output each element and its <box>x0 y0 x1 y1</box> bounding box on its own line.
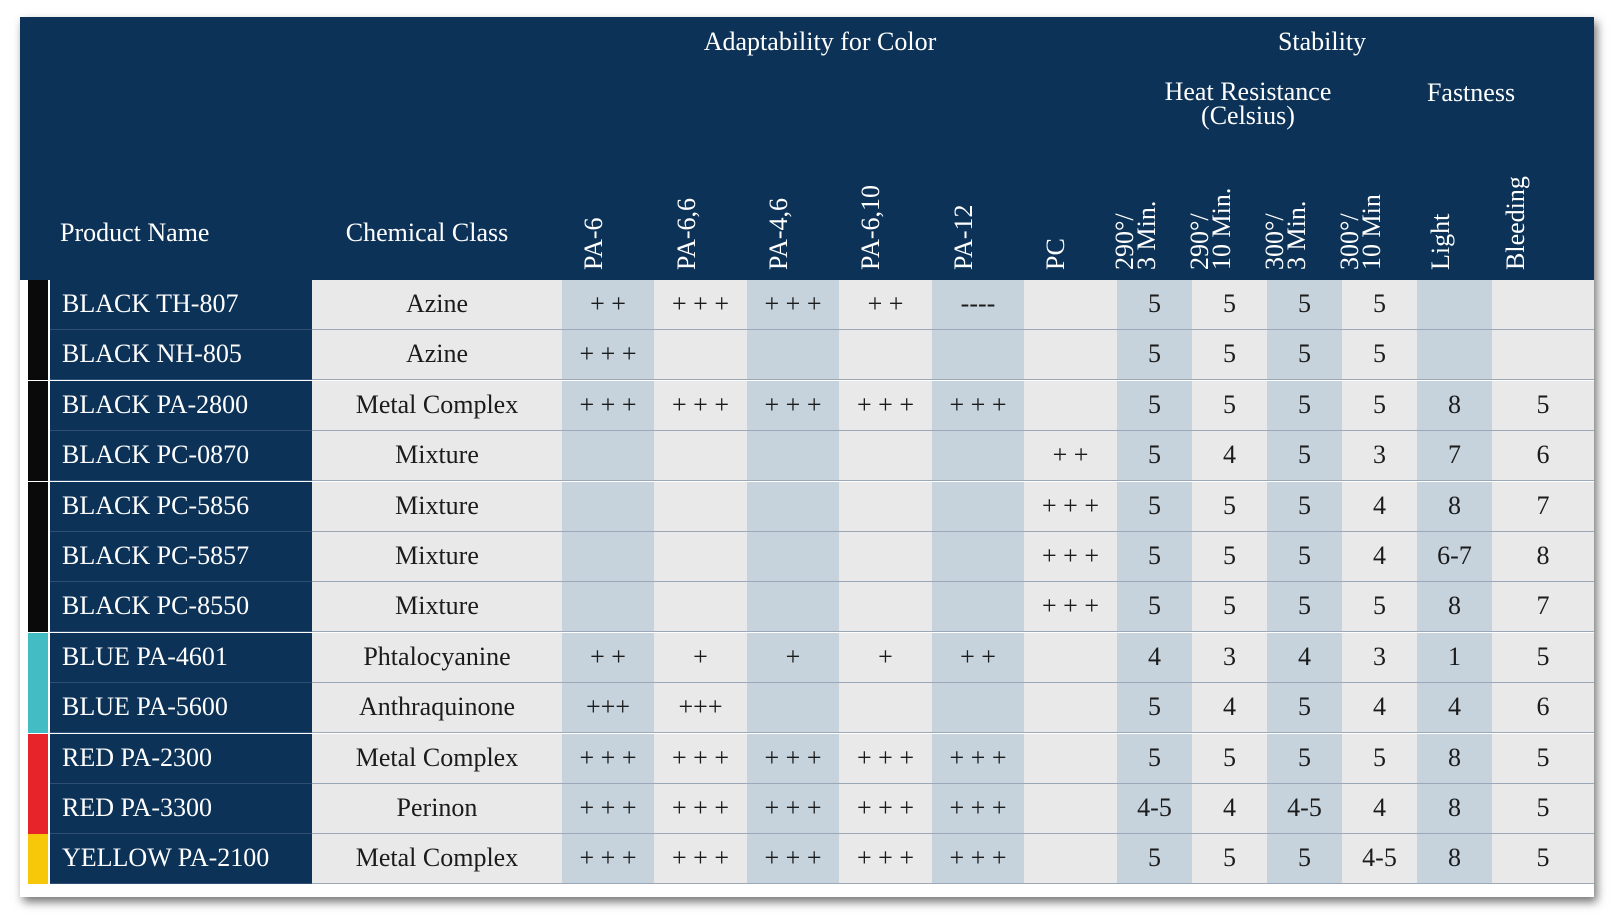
table-header <box>20 17 1594 280</box>
pa12-cell <box>932 532 1024 581</box>
heat-300-10min-cell: 5 <box>1342 582 1417 631</box>
column-header-light <box>1406 135 1466 270</box>
product-name-cell: BLACK NH-805 <box>50 330 338 379</box>
product-name-cell: BLACK PC-0870 <box>50 431 338 480</box>
pa46-cell: + + + <box>747 280 839 329</box>
heat-290-3min-cell: 5 <box>1117 734 1192 783</box>
light-fastness-cell: 1 <box>1417 633 1492 682</box>
pa12-cell: + + + <box>932 834 1024 883</box>
pa66-cell <box>654 582 747 631</box>
product-name-cell: BLACK PC-5856 <box>50 482 338 531</box>
column-header-pa46 <box>744 135 804 270</box>
bleeding-fastness-cell: 5 <box>1492 834 1594 883</box>
heat-300-10min-cell: 4 <box>1342 683 1417 732</box>
pa46-cell: + <box>747 633 839 682</box>
heat-300-10min-cell: 4 <box>1342 482 1417 531</box>
pa46-cell <box>747 482 839 531</box>
pa66-cell: + + + <box>654 381 747 430</box>
color-swatch <box>28 431 48 481</box>
light-fastness-cell <box>1417 330 1492 379</box>
bleeding-fastness-cell: 8 <box>1492 532 1594 581</box>
pa66-cell: +++ <box>654 683 747 732</box>
column-header-bleeding-label: Bleeding <box>1501 176 1530 270</box>
product-name-cell: YELLOW PA-2100 <box>50 834 338 883</box>
pa46-cell <box>747 330 839 379</box>
light-fastness-cell <box>1417 280 1492 329</box>
heat-290-3min-cell: 4-5 <box>1117 784 1192 833</box>
chemical-class-cell: Azine <box>312 280 562 329</box>
bleeding-fastness-cell <box>1492 330 1594 379</box>
chemical-class-cell: Mixture <box>312 482 562 531</box>
pa12-cell: + + + <box>932 784 1024 833</box>
pa6-cell: + + + <box>562 734 654 783</box>
pa66-cell: + + + <box>654 784 747 833</box>
table-row <box>20 330 1594 380</box>
pa610-cell <box>839 532 932 581</box>
pa66-cell: + + + <box>654 834 747 883</box>
pa6-cell: + + + <box>562 834 654 883</box>
light-fastness-cell: 8 <box>1417 734 1492 783</box>
pa610-cell <box>839 482 932 531</box>
heat-300-3min-cell: 5 <box>1267 734 1342 783</box>
pc-cell <box>1024 834 1117 883</box>
column-header-290-10min <box>1179 135 1239 270</box>
column-header-pa6 <box>559 135 619 270</box>
pa6-cell: +++ <box>562 683 654 732</box>
pa610-cell: + + + <box>839 834 932 883</box>
product-name-cell: BLACK PA-2800 <box>50 381 338 430</box>
heat-300-3min-cell: 5 <box>1267 330 1342 379</box>
bleeding-fastness-cell: 7 <box>1492 582 1594 631</box>
column-header-290-3min-label: 290°/ 3 Min. <box>1110 200 1161 270</box>
heat-300-10min-cell: 3 <box>1342 633 1417 682</box>
pa12-cell <box>932 683 1024 732</box>
column-header-300-10min <box>1329 135 1389 270</box>
column-header-light-label: Light <box>1426 213 1455 270</box>
pa610-cell: + + + <box>839 734 932 783</box>
product-name-cell: BLACK TH-807 <box>50 280 338 329</box>
column-header-chemical-class: Chemical Class <box>345 218 509 247</box>
chemical-class-cell: Mixture <box>312 532 562 581</box>
heat-290-10min-cell: 5 <box>1192 330 1267 379</box>
column-header-pa46-label: PA-4,6 <box>764 197 793 270</box>
pa46-cell: + + + <box>747 734 839 783</box>
color-swatch <box>28 330 48 380</box>
heat-300-10min-cell: 5 <box>1342 734 1417 783</box>
pa46-cell <box>747 532 839 581</box>
pa12-cell: ---- <box>932 280 1024 329</box>
color-swatch <box>28 532 48 582</box>
color-swatch <box>28 784 48 834</box>
column-header-300-10min-label: 300°/ 10 Min <box>1335 194 1386 270</box>
column-header-300-3min <box>1254 135 1314 270</box>
heat-300-3min-cell: 5 <box>1267 532 1342 581</box>
pa12-cell: + + <box>932 633 1024 682</box>
heat-300-3min-cell: 4 <box>1267 633 1342 682</box>
product-name-cell: BLACK PC-8550 <box>50 582 338 631</box>
heat-290-3min-cell: 5 <box>1117 431 1192 480</box>
heat-300-10min-cell: 5 <box>1342 381 1417 430</box>
pa12-cell <box>932 582 1024 631</box>
pa66-cell: + + + <box>654 280 747 329</box>
heat-300-3min-cell: 5 <box>1267 482 1342 531</box>
heat-300-10min-cell: 5 <box>1342 280 1417 329</box>
pc-cell <box>1024 683 1117 732</box>
bleeding-fastness-cell: 7 <box>1492 482 1594 531</box>
heat-300-10min-cell: 4 <box>1342 532 1417 581</box>
color-swatch <box>28 381 48 431</box>
pc-cell: + + <box>1024 431 1117 480</box>
pa610-cell <box>839 431 932 480</box>
bleeding-fastness-cell: 6 <box>1492 431 1594 480</box>
heat-290-3min-cell: 5 <box>1117 280 1192 329</box>
product-name-cell: BLACK PC-5857 <box>50 532 338 581</box>
heat-300-3min-cell: 5 <box>1267 582 1342 631</box>
row-divider-left <box>50 883 338 884</box>
light-fastness-cell: 8 <box>1417 784 1492 833</box>
heat-300-10min-cell: 4-5 <box>1342 834 1417 883</box>
column-header-290-3min <box>1104 135 1164 270</box>
heat-290-10min-cell: 5 <box>1192 532 1267 581</box>
color-swatch <box>28 280 48 330</box>
group-header-stability: Stability <box>1277 27 1367 56</box>
chemical-class-cell: Metal Complex <box>312 834 562 883</box>
pa610-cell: + + + <box>839 784 932 833</box>
pa46-cell <box>747 683 839 732</box>
heat-290-10min-cell: 3 <box>1192 633 1267 682</box>
group-header-adaptability: Adaptability for Color <box>703 27 937 56</box>
heat-290-3min-cell: 5 <box>1117 381 1192 430</box>
heat-300-10min-cell: 4 <box>1342 784 1417 833</box>
pa12-cell <box>932 482 1024 531</box>
pa6-cell: + + + <box>562 381 654 430</box>
pa6-cell: + + <box>562 280 654 329</box>
pc-cell: + + + <box>1024 532 1117 581</box>
table-row <box>20 532 1594 582</box>
pa610-cell: + + + <box>839 381 932 430</box>
pc-cell <box>1024 381 1117 430</box>
table-row <box>20 482 1594 532</box>
pa610-cell: + <box>839 633 932 682</box>
pa46-cell: + + + <box>747 381 839 430</box>
chemical-class-cell: Metal Complex <box>312 734 562 783</box>
pa66-cell <box>654 431 747 480</box>
column-header-300-3min-label: 300°/ 3 Min. <box>1260 200 1311 270</box>
pc-cell <box>1024 330 1117 379</box>
color-swatch <box>28 582 48 632</box>
table-row <box>20 431 1594 481</box>
pa66-cell <box>654 330 747 379</box>
pc-cell <box>1024 633 1117 682</box>
chemical-class-cell: Metal Complex <box>312 381 562 430</box>
pa12-cell: + + + <box>932 381 1024 430</box>
bleeding-fastness-cell <box>1492 280 1594 329</box>
product-table <box>20 17 1594 897</box>
heat-290-3min-cell: 5 <box>1117 330 1192 379</box>
pc-cell: + + + <box>1024 482 1117 531</box>
product-name-cell: BLUE PA-5600 <box>50 683 338 732</box>
light-fastness-cell: 7 <box>1417 431 1492 480</box>
light-fastness-cell: 8 <box>1417 381 1492 430</box>
heat-290-3min-cell: 5 <box>1117 834 1192 883</box>
column-header-pa66-label: PA-6,6 <box>672 197 701 270</box>
heat-290-10min-cell: 4 <box>1192 431 1267 480</box>
heat-290-3min-cell: 5 <box>1117 582 1192 631</box>
column-header-pa610-label: PA-6,10 <box>856 184 885 270</box>
heat-290-10min-cell: 5 <box>1192 834 1267 883</box>
pa6-cell <box>562 582 654 631</box>
pa610-cell <box>839 683 932 732</box>
product-name-cell: BLUE PA-4601 <box>50 633 338 682</box>
light-fastness-cell: 6-7 <box>1417 532 1492 581</box>
table-row <box>20 683 1594 733</box>
heat-290-10min-cell: 4 <box>1192 683 1267 732</box>
column-header-pc <box>1021 135 1081 270</box>
pa66-cell: + <box>654 633 747 682</box>
chemical-class-cell: Mixture <box>312 582 562 631</box>
column-header-pa610 <box>836 135 896 270</box>
heat-300-3min-cell: 4-5 <box>1267 784 1342 833</box>
chemical-class-cell: Perinon <box>312 784 562 833</box>
color-swatch <box>28 834 48 884</box>
pa610-cell <box>839 582 932 631</box>
pa6-cell <box>562 482 654 531</box>
light-fastness-cell: 8 <box>1417 834 1492 883</box>
pa66-cell: + + + <box>654 734 747 783</box>
bleeding-fastness-cell: 5 <box>1492 784 1594 833</box>
chemical-class-cell: Azine <box>312 330 562 379</box>
column-header-bleeding <box>1481 135 1541 270</box>
color-swatch <box>28 734 48 784</box>
pa66-cell <box>654 482 747 531</box>
column-header-pa66 <box>652 135 712 270</box>
pa12-cell: + + + <box>932 734 1024 783</box>
heat-290-3min-cell: 5 <box>1117 683 1192 732</box>
heat-300-3min-cell: 5 <box>1267 280 1342 329</box>
pa46-cell: + + + <box>747 784 839 833</box>
light-fastness-cell: 8 <box>1417 582 1492 631</box>
light-fastness-cell: 8 <box>1417 482 1492 531</box>
table-row <box>20 582 1594 632</box>
pa6-cell: + + + <box>562 784 654 833</box>
chemical-class-cell: Anthraquinone <box>312 683 562 732</box>
heat-300-10min-cell: 3 <box>1342 431 1417 480</box>
pa12-cell <box>932 330 1024 379</box>
heat-290-10min-cell: 5 <box>1192 381 1267 430</box>
pa6-cell: + + + <box>562 330 654 379</box>
column-header-pc-label: PC <box>1041 238 1070 270</box>
heat-300-10min-cell: 5 <box>1342 330 1417 379</box>
product-name-cell: RED PA-3300 <box>50 784 338 833</box>
table-row <box>20 834 1594 884</box>
pa12-cell <box>932 431 1024 480</box>
light-fastness-cell: 4 <box>1417 683 1492 732</box>
heat-290-10min-cell: 5 <box>1192 280 1267 329</box>
pa66-cell <box>654 532 747 581</box>
table-row <box>20 734 1594 784</box>
row-divider <box>312 883 1594 884</box>
product-name-cell: RED PA-2300 <box>50 734 338 783</box>
column-header-pa6-label: PA-6 <box>579 217 608 270</box>
heat-290-10min-cell: 4 <box>1192 784 1267 833</box>
heat-300-3min-cell: 5 <box>1267 683 1342 732</box>
bleeding-fastness-cell: 6 <box>1492 683 1594 732</box>
color-swatch <box>28 683 48 733</box>
column-header-product-name: Product Name <box>60 218 210 247</box>
heat-290-10min-cell: 5 <box>1192 582 1267 631</box>
color-swatch <box>28 482 48 532</box>
pa6-cell <box>562 431 654 480</box>
column-header-pa12 <box>929 135 989 270</box>
heat-290-10min-cell: 5 <box>1192 482 1267 531</box>
color-swatch <box>28 633 48 683</box>
column-header-290-10min-label: 290°/ 10 Min. <box>1185 187 1236 270</box>
table-row <box>20 633 1594 683</box>
heat-290-3min-cell: 5 <box>1117 482 1192 531</box>
pa46-cell <box>747 582 839 631</box>
pc-cell <box>1024 280 1117 329</box>
bleeding-fastness-cell: 5 <box>1492 381 1594 430</box>
column-header-pa12-label: PA-12 <box>949 204 978 270</box>
pa610-cell <box>839 330 932 379</box>
pa610-cell: + + <box>839 280 932 329</box>
bleeding-fastness-cell: 5 <box>1492 734 1594 783</box>
pa6-cell <box>562 532 654 581</box>
group-header-fastness: Fastness <box>1426 78 1516 107</box>
pc-cell <box>1024 784 1117 833</box>
heat-300-3min-cell: 5 <box>1267 834 1342 883</box>
group-header-heat-resistance: Heat Resistance (Celsius) <box>1164 77 1332 130</box>
pa6-cell: + + <box>562 633 654 682</box>
heat-300-3min-cell: 5 <box>1267 381 1342 430</box>
pc-cell <box>1024 734 1117 783</box>
heat-290-3min-cell: 5 <box>1117 532 1192 581</box>
heat-290-3min-cell: 4 <box>1117 633 1192 682</box>
pc-cell: + + + <box>1024 582 1117 631</box>
chemical-class-cell: Mixture <box>312 431 562 480</box>
pa46-cell <box>747 431 839 480</box>
chemical-class-cell: Phtalocyanine <box>312 633 562 682</box>
heat-290-10min-cell: 5 <box>1192 734 1267 783</box>
table-row <box>20 784 1594 834</box>
heat-300-3min-cell: 5 <box>1267 431 1342 480</box>
table-row <box>20 381 1594 431</box>
bleeding-fastness-cell: 5 <box>1492 633 1594 682</box>
table-row <box>20 280 1594 330</box>
pa46-cell: + + + <box>747 834 839 883</box>
